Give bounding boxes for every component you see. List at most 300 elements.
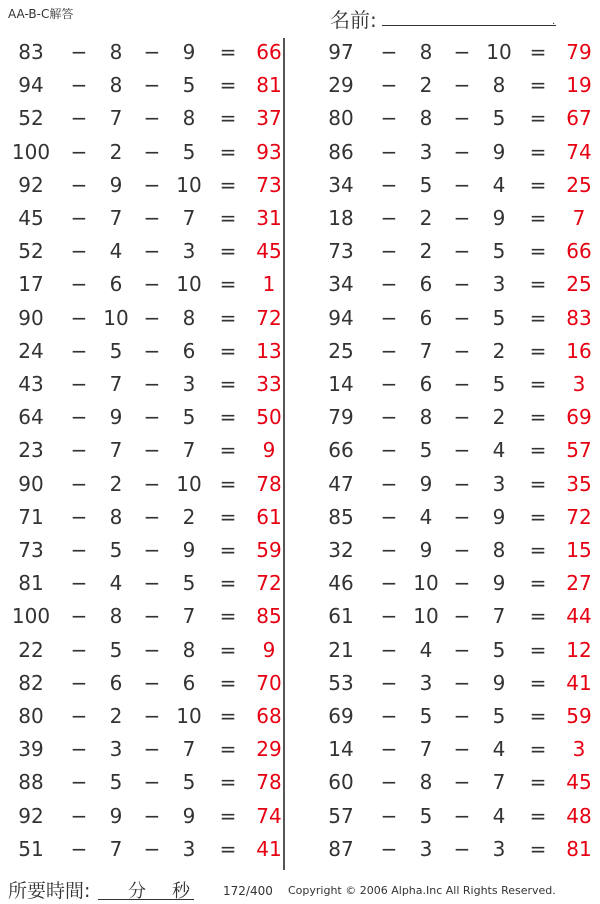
minus-sign: − [143,471,161,496]
subtrahend-2: 2 [182,504,196,529]
subtrahend-1: 6 [109,670,123,695]
subtrahend-2: 5 [492,305,506,330]
minuend: 43 [18,372,44,396]
minuend: 23 [18,438,44,463]
problem-row [6,601,296,631]
subtrahend-2: 5 [492,637,506,662]
problem-row [316,469,600,499]
minuend: 64 [18,405,44,430]
minuend: 100 [11,604,51,629]
minuend: 85 [328,504,354,529]
page-number: 172/400 [223,884,273,898]
answer: 45 [256,239,282,264]
minus-sign: − [380,471,398,496]
minuend: 87 [328,836,354,861]
subtrahend-2: 10 [176,471,202,496]
answer: 74 [256,803,282,828]
subtrahend-2: 5 [182,405,196,430]
answer: 57 [566,438,592,463]
subtrahend-2: 9 [492,139,506,164]
answer: 9 [262,637,276,662]
minus-sign: − [70,338,88,363]
subtrahend-2: 9 [182,40,196,64]
subtrahend-1: 6 [419,372,433,396]
answer: 29 [256,737,282,762]
problem-row [6,70,296,100]
answer: 68 [256,704,282,728]
subtrahend-1: 6 [419,305,433,330]
minus-sign: − [143,504,161,529]
minus-sign: − [70,538,88,562]
minus-sign: − [453,139,471,164]
answer: 3 [572,737,586,762]
equals-sign: = [219,272,237,297]
minus-sign: − [143,538,161,562]
equals-sign: = [529,338,547,363]
minuend: 97 [328,40,354,64]
equals-sign: = [219,73,237,98]
problem-row [6,203,296,233]
problem-row [6,767,296,797]
subtrahend-2: 5 [492,239,506,264]
subtrahend-2: 2 [492,338,506,363]
equals-sign: = [219,305,237,330]
problem-row [6,236,296,266]
equals-sign: = [529,803,547,828]
subtrahend-1: 8 [419,770,433,795]
problem-row [316,70,600,100]
subtrahend-2: 5 [182,770,196,795]
answer: 31 [256,206,282,230]
subtrahend-2: 3 [182,372,196,396]
equals-sign: = [529,73,547,98]
minus-sign: − [453,770,471,795]
minus-sign: − [380,272,398,297]
subtrahend-2: 4 [492,438,506,463]
subtrahend-2: 4 [492,172,506,197]
minuend: 17 [18,272,44,297]
equals-sign: = [219,637,237,662]
subtrahend-1: 7 [109,106,123,131]
answer: 12 [566,637,592,662]
subtrahend-1: 8 [109,604,123,629]
subtrahend-1: 2 [419,239,433,264]
problem-row [6,435,296,465]
problem-row [316,336,600,366]
minus-sign: − [380,604,398,629]
problem-row [316,103,600,133]
minus-sign: − [453,372,471,396]
subtrahend-2: 5 [492,106,506,131]
minuend: 92 [18,803,44,828]
subtrahend-2: 7 [182,604,196,629]
problem-row [316,435,600,465]
minuend: 34 [328,172,354,197]
minuend: 18 [328,206,354,230]
minus-sign: − [453,504,471,529]
minuend: 14 [328,372,354,396]
subtrahend-2: 10 [176,172,202,197]
subtrahend-1: 2 [419,73,433,98]
minus-sign: − [380,504,398,529]
minuend: 47 [328,471,354,496]
name-line-dot: . [552,16,556,27]
subtrahend-1: 2 [109,471,123,496]
minus-sign: − [143,836,161,861]
subtrahend-1: 8 [419,106,433,131]
minuend: 22 [18,637,44,662]
subtrahend-2: 9 [182,803,196,828]
equals-sign: = [529,836,547,861]
answer: 78 [256,770,282,795]
answer: 9 [262,438,276,463]
equals-sign: = [529,405,547,430]
answer: 72 [566,504,592,529]
subtrahend-1: 6 [109,272,123,297]
copyright-notice: Copyright © 2006 Alpha.Inc All Rights Reserved. [288,884,556,897]
equals-sign: = [219,704,237,728]
answer: 81 [256,73,282,98]
subtrahend-1: 2 [109,704,123,728]
subtrahend-2: 9 [182,538,196,562]
minus-sign: − [70,73,88,98]
minus-sign: − [70,571,88,596]
problem-row [316,203,600,233]
equals-sign: = [219,504,237,529]
answer: 78 [256,471,282,496]
answer: 25 [566,272,592,297]
equals-sign: = [219,803,237,828]
equals-sign: = [529,239,547,264]
minuend: 57 [328,803,354,828]
problem-row [316,269,600,299]
minus-sign: − [453,40,471,64]
minus-sign: − [380,670,398,695]
minus-sign: − [453,239,471,264]
subtrahend-1: 7 [109,372,123,396]
minuend: 52 [18,239,44,264]
subtrahend-1: 5 [109,770,123,795]
subtrahend-2: 7 [182,206,196,230]
name-label: 名前: [330,8,377,32]
answer: 81 [566,836,592,861]
answer: 50 [256,405,282,430]
subtrahend-1: 3 [419,836,433,861]
equals-sign: = [219,571,237,596]
minus-sign: − [143,604,161,629]
problem-row [6,635,296,665]
minus-sign: − [143,670,161,695]
equals-sign: = [219,405,237,430]
seconds-label: 秒 [172,881,190,902]
subtrahend-1: 9 [419,471,433,496]
answer: 48 [566,803,592,828]
minus-sign: − [380,106,398,131]
equals-sign: = [219,538,237,562]
minus-sign: − [453,604,471,629]
minus-sign: − [70,836,88,861]
subtrahend-2: 8 [492,538,506,562]
subtrahend-2: 8 [492,73,506,98]
subtrahend-2: 7 [182,438,196,463]
equals-sign: = [529,305,547,330]
minuend: 52 [18,106,44,131]
problem-row [316,37,600,67]
subtrahend-1: 8 [419,40,433,64]
problem-row [316,303,600,333]
subtrahend-1: 3 [419,139,433,164]
column-divider [283,38,285,870]
equals-sign: = [219,338,237,363]
minus-sign: − [380,803,398,828]
minus-sign: − [70,770,88,795]
minuend: 46 [328,571,354,596]
problem-row [316,734,600,764]
minus-sign: − [143,139,161,164]
minuend: 61 [328,604,354,629]
minuend: 94 [328,305,354,330]
subtrahend-1: 10 [103,305,129,330]
minuend: 81 [18,571,44,596]
equals-sign: = [219,471,237,496]
minuend: 34 [328,272,354,297]
minus-sign: − [380,737,398,762]
problem-row [6,568,296,598]
problem-row [316,801,600,831]
answer: 66 [256,40,282,64]
subtrahend-1: 9 [419,538,433,562]
minus-sign: − [453,405,471,430]
minus-sign: − [380,239,398,264]
subtrahend-2: 5 [182,139,196,164]
minus-sign: − [70,504,88,529]
answer: 37 [256,106,282,131]
subtrahend-2: 9 [492,504,506,529]
answer: 93 [256,139,282,164]
answer: 45 [566,770,592,795]
subtrahend-1: 3 [109,737,123,762]
minus-sign: − [143,405,161,430]
answer: 79 [566,40,592,64]
answer: 70 [256,670,282,695]
problem-row [6,502,296,532]
minus-sign: − [380,438,398,463]
minus-sign: − [143,438,161,463]
subtrahend-1: 9 [109,803,123,828]
problem-row [6,369,296,399]
answer: 3 [572,372,586,396]
equals-sign: = [529,206,547,230]
answer: 59 [566,704,592,728]
minus-sign: − [380,172,398,197]
problem-row [6,668,296,698]
answer: 72 [256,571,282,596]
minuend: 29 [328,73,354,98]
equals-sign: = [219,206,237,230]
minus-sign: − [143,206,161,230]
minuend: 80 [18,704,44,728]
answer: 67 [566,106,592,131]
minus-sign: − [70,637,88,662]
subtrahend-2: 7 [492,770,506,795]
minus-sign: − [380,40,398,64]
minus-sign: − [143,239,161,264]
subtrahend-1: 5 [109,538,123,562]
minus-sign: − [70,604,88,629]
minuend: 53 [328,670,354,695]
minus-sign: − [453,338,471,363]
minus-sign: − [380,538,398,562]
subtrahend-1: 7 [109,206,123,230]
equals-sign: = [529,471,547,496]
minus-sign: − [70,670,88,695]
answer: 73 [256,172,282,197]
subtrahend-2: 7 [492,604,506,629]
minuend: 80 [328,106,354,131]
equals-sign: = [219,438,237,463]
minus-sign: − [70,438,88,463]
problem-row [6,834,296,864]
equals-sign: = [219,372,237,396]
problem-row [6,170,296,200]
problem-row [316,701,600,731]
minuend: 14 [328,737,354,762]
subtrahend-2: 6 [182,338,196,363]
minus-sign: − [70,139,88,164]
answer: 83 [566,305,592,330]
answer: 27 [566,571,592,596]
subtrahend-1: 7 [419,338,433,363]
minuend: 51 [18,836,44,861]
subtrahend-2: 10 [176,272,202,297]
minus-sign: − [70,372,88,396]
minus-sign: − [70,172,88,197]
problem-row [6,734,296,764]
equals-sign: = [529,637,547,662]
minus-sign: − [453,538,471,562]
minuend: 45 [18,206,44,230]
equals-sign: = [529,106,547,131]
minus-sign: − [70,106,88,131]
minuend: 73 [18,538,44,562]
subtrahend-2: 5 [182,73,196,98]
minus-sign: − [70,471,88,496]
subtrahend-2: 9 [492,571,506,596]
minus-sign: − [453,803,471,828]
problem-row [316,635,600,665]
subtrahend-1: 5 [109,338,123,363]
minus-sign: − [143,704,161,728]
equals-sign: = [529,40,547,64]
minuend: 25 [328,338,354,363]
problem-row [6,469,296,499]
minuend: 94 [18,73,44,98]
name-input-line[interactable] [382,25,556,26]
subtrahend-2: 3 [182,239,196,264]
minus-sign: − [380,770,398,795]
minus-sign: − [143,571,161,596]
subtrahend-1: 6 [419,272,433,297]
answer: 66 [566,239,592,264]
equals-sign: = [529,670,547,695]
minus-sign: − [70,737,88,762]
problem-row [316,535,600,565]
minus-sign: − [380,372,398,396]
minuend: 71 [18,504,44,529]
minus-sign: − [70,272,88,297]
problem-row [6,701,296,731]
problem-row [316,402,600,432]
subtrahend-1: 2 [109,139,123,164]
answer: 44 [566,604,592,629]
minus-sign: − [143,372,161,396]
equals-sign: = [529,438,547,463]
problem-row [316,236,600,266]
minus-sign: − [453,438,471,463]
minuend: 86 [328,139,354,164]
minuend: 73 [328,239,354,264]
minus-sign: − [453,272,471,297]
answer: 59 [256,538,282,562]
minus-sign: − [453,670,471,695]
answer: 41 [256,836,282,861]
minus-sign: − [380,637,398,662]
minus-sign: − [453,106,471,131]
minus-sign: − [380,704,398,728]
subtrahend-2: 9 [492,670,506,695]
subtrahend-1: 8 [109,40,123,64]
subtrahend-1: 4 [419,637,433,662]
subtrahend-1: 4 [419,504,433,529]
subtrahend-1: 9 [109,172,123,197]
minus-sign: − [453,206,471,230]
answer: 74 [566,139,592,164]
subtrahend-1: 4 [109,239,123,264]
minus-sign: − [70,40,88,64]
answer: 19 [566,73,592,98]
answer: 33 [256,372,282,396]
minus-sign: − [453,172,471,197]
minus-sign: − [380,305,398,330]
minus-sign: − [380,206,398,230]
problem-row [6,336,296,366]
answer: 41 [566,670,592,695]
subtrahend-1: 8 [109,504,123,529]
problem-row [316,502,600,532]
equals-sign: = [219,139,237,164]
subtrahend-2: 7 [182,737,196,762]
time-label: 所要時間: [8,880,91,902]
minuend: 39 [18,737,44,762]
minus-sign: − [453,305,471,330]
minus-sign: − [70,704,88,728]
subtrahend-1: 7 [109,836,123,861]
minuend: 90 [18,305,44,330]
subtrahend-2: 6 [182,670,196,695]
subtrahend-2: 5 [492,704,506,728]
subtrahend-1: 3 [419,670,433,695]
equals-sign: = [219,737,237,762]
minus-sign: − [143,172,161,197]
equals-sign: = [529,770,547,795]
answer: 61 [256,504,282,529]
subtrahend-2: 3 [492,471,506,496]
minus-sign: − [380,338,398,363]
problem-row [316,834,600,864]
answer: 69 [566,405,592,430]
equals-sign: = [219,40,237,64]
problem-row [316,568,600,598]
